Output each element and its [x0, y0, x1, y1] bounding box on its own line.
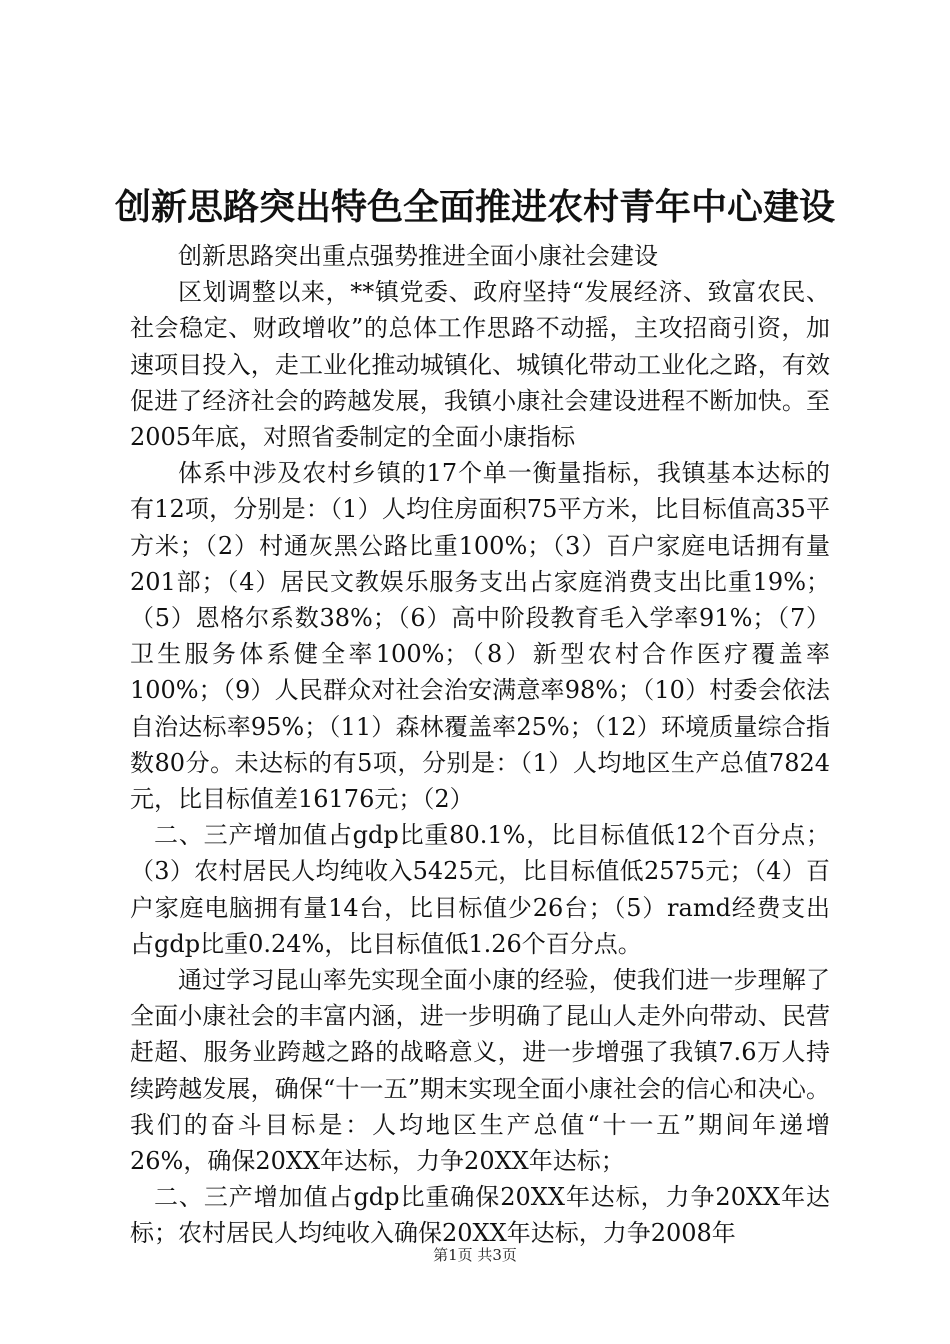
body-paragraph: 通过学习昆山率先实现全面小康的经验，使我们进一步理解了全面小康社会的丰富内涵，进一步明确了昆山人走外向带动、民营赶超、服务业跨越之路的战略意义，进一步增强了我镇7.6万人持续跨越发展，确保“十一五”期末实现全面小康社会的信心和决心。我们的奋斗目标是：人均地区生产总值“十一五”期间年递增26%，确保20XX年达标，力争20XX年达标；: [130, 966, 830, 1176]
document-body: [130, 238, 830, 1252]
subtitle-paragraph: 创新思路突出重点强势推进全面小康社会建设: [178, 242, 658, 270]
body-paragraph: 区划调整以来，**镇党委、政府坚持“发展经济、致富农民、社会稳定、财政增收”的总体工作思路不动摇，主攻招商引资，加速项目投入，走工业化推动城镇化、城镇化带动工业化之路，有效促进了经济社会的跨越发展，我镇小康社会建设进程不断加快。至2005年底，对照省委制定的全面小康指标: [130, 278, 830, 452]
body-paragraph: 二、三产增加值占gdp比重80.1%，比目标值低12个百分点；（3）农村居民人均纯收入5425元，比目标值低2575元；（4）百户家庭电脑拥有量14台，比目标值少26台；（5）ramd经费支出占gdp比重0.24%，比目标值低1.26个百分点。: [130, 821, 830, 958]
page-number-footer: 第1页 共3页: [433, 1246, 517, 1264]
body-paragraph: 二、三产增加值占gdp比重确保20XX年达标，力争20XX年达标；农村居民人均纯收入确保20XX年达标，力争2008年: [130, 1183, 830, 1248]
document-title: 创新思路突出特色全面推进农村青年中心建设: [114, 186, 835, 228]
body-paragraph: 体系中涉及农村乡镇的17个单一衡量指标，我镇基本达标的有12项，分别是：（1）人均住房面积75平方米，比目标值高35平方米；（2）村通灰黑公路比重100%；（3）百户家庭电话拥有量201部；（4）居民文教娱乐服务支出占家庭消费支出比重19%；（5）恩格尔系数38%；（6）高中阶段教育毛入学率91%；（7）卫生服务体系健全率100%；（8）新型农村合作医疗覆盖率100%；（9）人民群众对社会治安满意率98%；（10）村委会依法自治达标率95%；（11）森林覆盖率25%；（12）环境质量综合指数80分。未达标的有5项，分别是：（1）人均地区生产总值7824元，比目标值差16176元；（2）: [130, 459, 830, 814]
